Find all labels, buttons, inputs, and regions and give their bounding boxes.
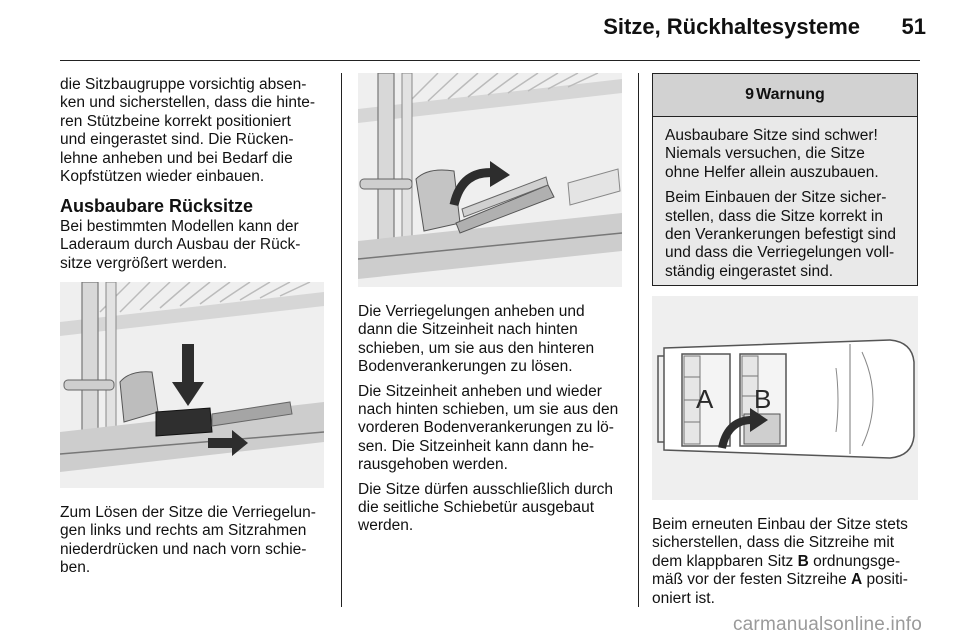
warning-paragraph xyxy=(665,189,907,281)
column2-text xyxy=(358,303,630,542)
text-line: Beim erneuten Einbau der Sitze stets xyxy=(652,516,908,533)
text-line: nach hinten schieben, um sie aus den xyxy=(358,401,619,419)
text-line: Die Sitze dürfen ausschließlich durch xyxy=(358,480,614,498)
section-heading: Ausbaubare Rücksitze xyxy=(60,196,254,216)
paragraph xyxy=(358,303,630,377)
header-rule xyxy=(60,60,920,61)
seat-lift-illustration xyxy=(358,73,622,287)
warning-header xyxy=(653,74,917,117)
diagram-label-b: B xyxy=(754,384,772,414)
text-line: sen. Die Sitzeinheit kann dann he- xyxy=(358,437,595,455)
text-line: stellen, dass die Sitze korrekt in xyxy=(665,207,883,225)
column-divider-left xyxy=(341,73,342,607)
text-line: Die Sitzeinheit anheben und wieder xyxy=(358,382,602,400)
caption-text: mäß vor der festen Sitzreihe xyxy=(652,571,851,589)
text-line: gen links und rechts am Sitzrahmen xyxy=(60,522,307,540)
text-line: ren Stützbeine korrekt positioniert xyxy=(60,112,291,130)
caption-text: ordnungsge- xyxy=(808,552,901,570)
paragraph xyxy=(358,481,630,536)
vehicle-seat-diagram xyxy=(652,296,918,500)
seat-lock-illustration xyxy=(60,282,324,488)
text-line: Beim Einbauen der Sitze sicher- xyxy=(665,189,887,207)
text-line xyxy=(652,571,924,589)
figure1-caption xyxy=(60,504,332,578)
warning-box xyxy=(652,73,918,286)
text-line: oniert ist. xyxy=(652,589,715,607)
text-line: ken und sicherstellen, dass die hinte- xyxy=(60,94,316,112)
warning-title: Warnung xyxy=(756,86,825,103)
text-line: Die Verriegelungen anheben und xyxy=(358,303,585,320)
text-line: ohne Helfer allein auszubauen. xyxy=(665,163,879,181)
text-line: vorderen Bodenverankerungen zu lö- xyxy=(358,419,614,437)
text-line: sitze vergrößert werden. xyxy=(60,254,228,272)
section-paragraph xyxy=(60,218,332,273)
diagram-caption xyxy=(652,516,924,608)
column-divider-right xyxy=(638,73,639,607)
text-line: Bodenverankerungen zu lösen. xyxy=(358,358,573,376)
text-line: die Sitzbaugruppe vorsichtig absen- xyxy=(60,76,307,93)
text-line: schieben, um sie aus den hinteren xyxy=(358,339,595,357)
text-line: niederdrücken und nach vorn schie- xyxy=(60,540,307,558)
text-line: werden. xyxy=(358,517,414,535)
warning-icon: 9 xyxy=(745,86,755,103)
text-line: dann die Sitzeinheit nach hinten xyxy=(358,321,578,339)
diagram-label-a: A xyxy=(696,384,714,414)
text-line: die seitliche Schiebetür ausgebaut xyxy=(358,499,595,517)
text-line: Kopfstützen wieder einbauen. xyxy=(60,168,265,186)
intro-paragraph xyxy=(60,76,332,186)
text-line: und eingerastet sind. Die Rücken- xyxy=(60,131,294,149)
figure-seat-lock-release xyxy=(60,282,324,488)
page-number: 51 xyxy=(901,14,926,39)
figure-seat-row-diagram xyxy=(652,296,918,500)
text-line: den Verankerungen befestigt sind xyxy=(665,226,896,244)
text-line: rausgehoben werden. xyxy=(358,456,508,474)
warning-body xyxy=(653,117,917,281)
text-line xyxy=(652,553,924,571)
text-line: Bei bestimmten Modellen kann der xyxy=(60,218,299,235)
text-line: Zum Lösen der Sitze die Verriegelun- xyxy=(60,504,316,521)
caption-text: positi- xyxy=(862,571,908,589)
figure-seat-lock-lift xyxy=(358,73,622,287)
text-line: ständig eingerastet sind. xyxy=(665,262,834,280)
text-line: und dass die Verriegelungen voll- xyxy=(665,244,895,262)
text-line: Niemals versuchen, die Sitze xyxy=(665,145,865,163)
seat-a-ref: A xyxy=(851,571,863,589)
text-line: sicherstellen, dass die Sitzreihe mit xyxy=(652,534,895,552)
page-header-title: Sitze, Rückhaltesysteme xyxy=(603,14,860,39)
warning-paragraph xyxy=(665,127,907,182)
text-line: Laderaum durch Ausbau der Rück- xyxy=(60,236,301,254)
watermark-text: carmanualsonline.info xyxy=(732,614,922,635)
text-line: ben. xyxy=(60,559,91,577)
text-line: lehne anheben und bei Bedarf die xyxy=(60,149,293,167)
seat-b-ref: B xyxy=(797,552,809,570)
text-line: Ausbaubare Sitze sind schwer! xyxy=(665,127,878,144)
paragraph xyxy=(358,383,630,475)
caption-text: dem klappbaren Sitz xyxy=(652,552,798,570)
